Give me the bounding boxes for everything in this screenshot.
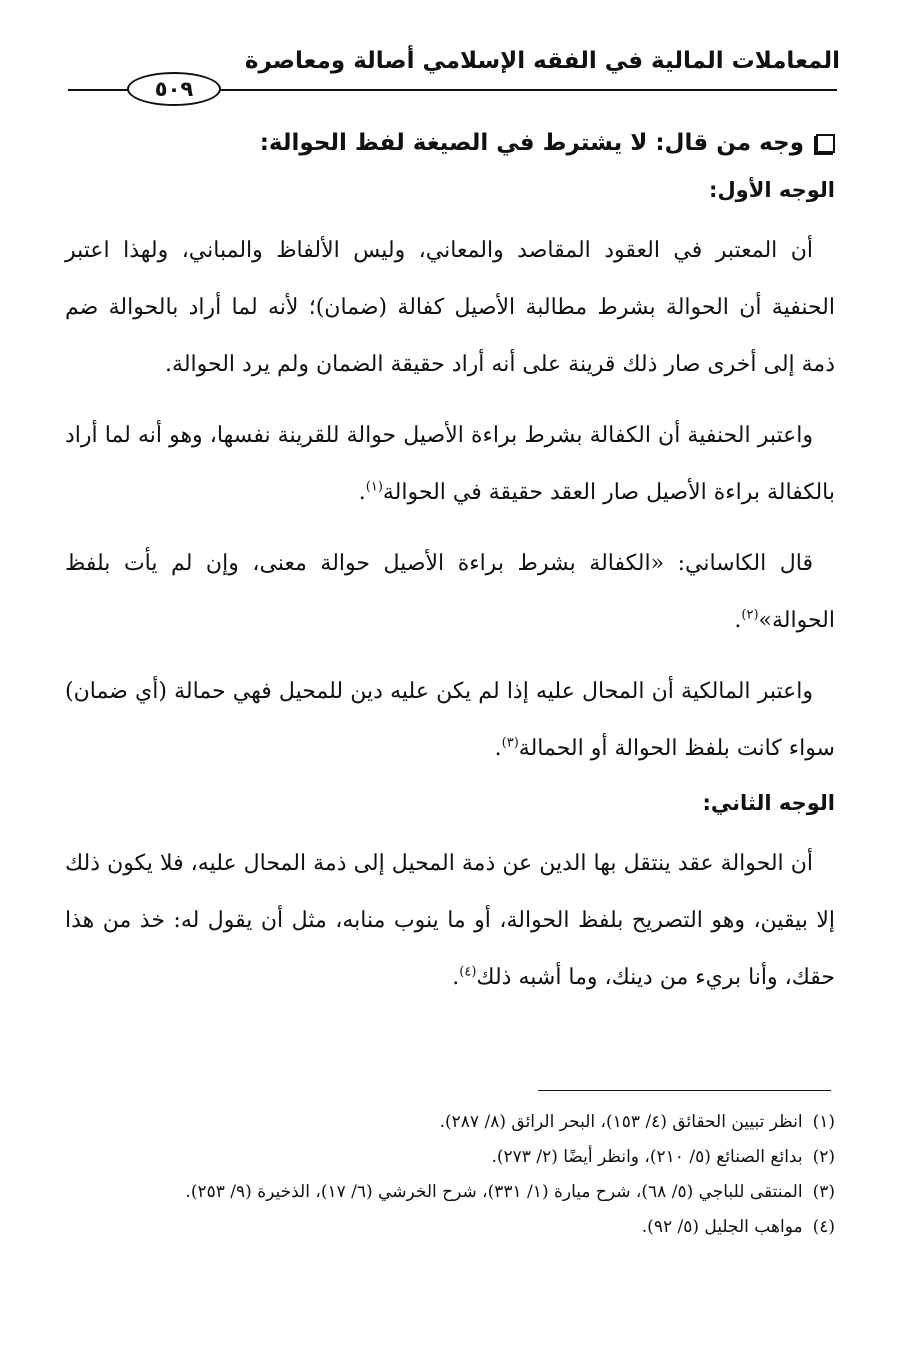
paragraph — [65, 222, 835, 393]
footnote-text: المنتقى للباجي (٥/ ٦٨)، شرح ميارة (١/ ٣٣١)، شرح الخرشي (٦/ ١٧)، الذخيرة (٩/ ٢٥٣). — [185, 1182, 803, 1202]
footnote — [65, 1210, 835, 1245]
footnote-ref: (٢) — [741, 607, 759, 623]
footnote-number: (٢) — [812, 1147, 835, 1167]
page-number: ٥٠٩ — [127, 72, 221, 106]
footnote — [65, 1105, 835, 1140]
footnote-text: انظر تبيين الحقائق (٤/ ١٥٣)، البحر الرائق (٨/ ٢٨٧). — [439, 1112, 803, 1132]
paragraph — [65, 835, 835, 1006]
paragraph-text: أن الحوالة عقد ينتقل بها الدين عن ذمة المحيل إلى ذمة المحال عليه، فلا يكون ذلك إلا بيقين، وهو التصريح بلفظ الحوالة، أو ما ينوب منابه، مثل أن يقول له: خذ من هذا حقك، وأنا بريء من دينك، وما أشبه ذلك — [65, 851, 835, 990]
footnote-text: بدائع الصنائع (٥/ ٢١٠)، وانظر أيضًا (٢/ ٢٧٣). — [491, 1147, 803, 1167]
paragraph-text: قال الكاساني: «الكفالة بشرط براءة الأصيل حوالة معنى، وإن لم يأت بلفظ الحوالة» — [65, 551, 835, 633]
second-aspect-heading: الوجه الثاني: — [702, 791, 835, 815]
paragraph — [65, 535, 835, 649]
checkbox-icon — [816, 134, 835, 153]
section-heading-text: وجه من قال: لا يشترط في الصيغة لفظ الحوالة: — [259, 130, 804, 156]
footnote-separator — [538, 1090, 831, 1091]
running-title: المعاملات المالية في الفقه الإسلامي أصالة ومعاصرة — [244, 48, 840, 74]
first-aspect-heading: الوجه الأول: — [709, 178, 835, 202]
period: . — [734, 608, 742, 633]
footnote — [65, 1175, 835, 1210]
period: . — [452, 965, 460, 990]
paragraph-text: واعتبر المالكية أن المحال عليه إذا لم يكن عليه دين للمحيل فهي حمالة (أي ضمان) سواء كانت بلفظ الحوالة أو الحمالة — [65, 679, 835, 761]
footnote-ref: (٤) — [459, 964, 477, 980]
footnote-text: مواهب الجليل (٥/ ٩٢). — [641, 1217, 803, 1237]
paragraph — [65, 663, 835, 777]
footnote-ref: (١) — [365, 479, 383, 495]
period: . — [494, 736, 502, 761]
footnote-number: (١) — [812, 1112, 835, 1132]
paragraph — [65, 407, 835, 521]
footnote — [65, 1140, 835, 1175]
paragraph-text: أن المعتبر في العقود المقاصد والمعاني، وليس الألفاظ والمباني، ولهذا اعتبر الحنفية أن الحوالة بشرط مطالبة الأصيل كفالة (ضمان)؛ لأنه لما أراد بالحوالة ضم ذمة إلى أخرى صار ذلك قرينة على أنه أراد حقيقة الضمان ولم يرد الحوالة. — [65, 238, 835, 377]
section-heading — [65, 130, 835, 156]
footnote-number: (٤) — [812, 1217, 835, 1237]
main-text — [65, 130, 835, 1010]
period: . — [358, 480, 366, 505]
footnote-number: (٣) — [812, 1182, 835, 1202]
footnote-ref: (٣) — [501, 735, 519, 751]
paragraph-text: واعتبر الحنفية أن الكفالة بشرط براءة الأصيل حوالة للقرينة نفسها، وهو أنه لما أراد بالكفالة براءة الأصيل صار العقد حقيقة في الحوالة — [65, 423, 835, 505]
footnotes — [65, 1105, 835, 1245]
